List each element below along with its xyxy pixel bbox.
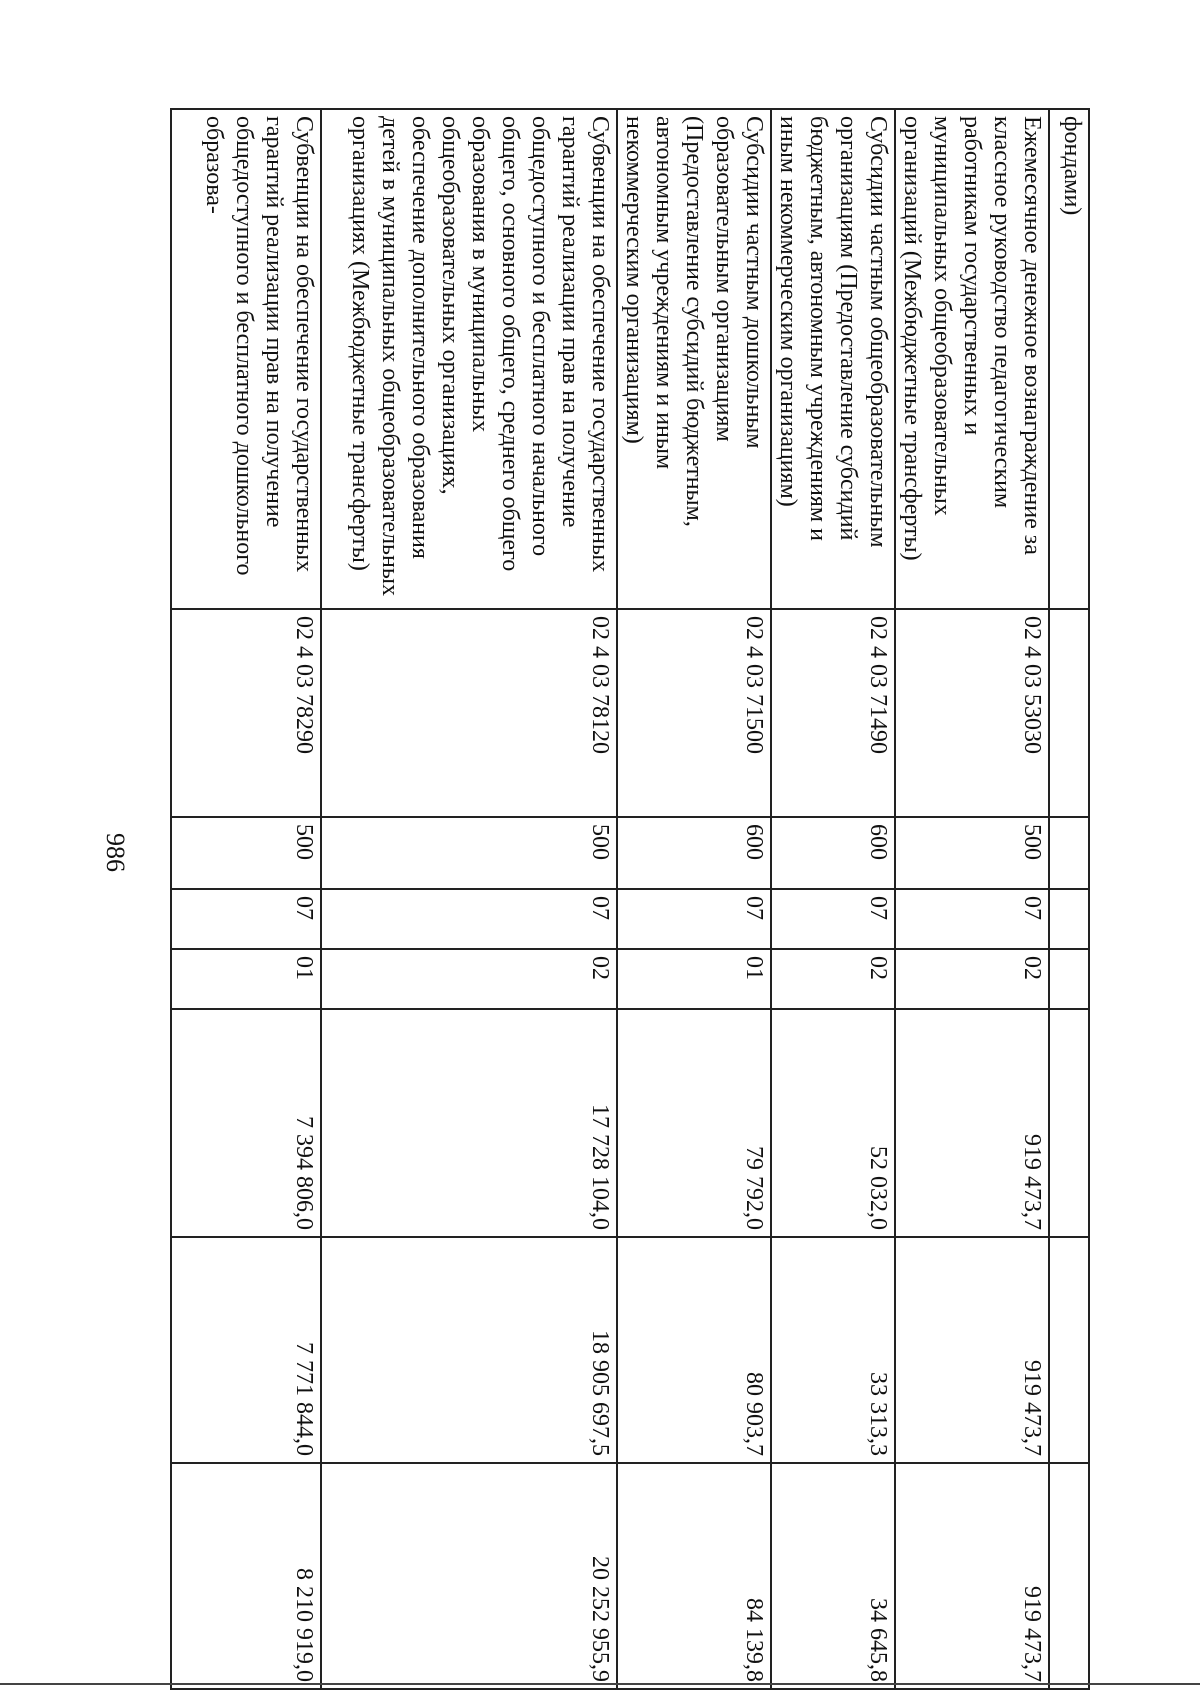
- sum1-cell: 79 792,0: [617, 1009, 771, 1237]
- sum2-cell: 33 313,3: [771, 1237, 895, 1463]
- pr-cell: 02: [771, 949, 895, 1009]
- rz-cell: 07: [171, 889, 321, 949]
- vr-cell: 600: [771, 817, 895, 889]
- rz-cell: [1049, 889, 1089, 949]
- sum1-cell: 52 032,0: [771, 1009, 895, 1237]
- sum3-cell: 20 252 955,9: [321, 1463, 617, 1689]
- vr-cell: 500: [321, 817, 617, 889]
- pr-cell: 02: [895, 949, 1049, 1009]
- description-cell: Субсидии частным общеобразовательным организациям (Предоставление субсидий бюджетным, автономным учреждениям и иным некоммерческим организациям): [771, 109, 895, 609]
- pr-cell: 01: [171, 949, 321, 1009]
- sum2-cell: 18 905 697,5: [321, 1237, 617, 1463]
- sum2-cell: [1049, 1237, 1089, 1463]
- sum2-cell: 80 903,7: [617, 1237, 771, 1463]
- rz-cell: 07: [321, 889, 617, 949]
- sum2-cell: 7 771 844,0: [171, 1237, 321, 1463]
- code-cell: [1049, 609, 1089, 817]
- table-row-continuation: [1049, 109, 1089, 1689]
- sum3-cell: [1049, 1463, 1089, 1689]
- sum3-cell: 34 645,8: [771, 1463, 895, 1689]
- description-cell: Субвенции на обеспечение государственных гарантий реализации прав на получение общедоступного и бесплатного дошкольного образова-: [171, 109, 321, 609]
- table-row: [617, 109, 771, 1689]
- description-cell: фондами): [1049, 109, 1089, 609]
- sum1-cell: 919 473,7: [895, 1009, 1049, 1237]
- code-cell: 02 4 03 78290: [171, 609, 321, 817]
- sum1-cell: 17 728 104,0: [321, 1009, 617, 1237]
- rz-cell: 07: [617, 889, 771, 949]
- sum3-cell: 8 210 919,0: [171, 1463, 321, 1689]
- description-cell: Субвенции на обеспечение государственных гарантий реализации прав на получение общедоступного и бесплатного начального общего, основного общего, среднего общего образования в муниципальных общеобразовательных организациях, обеспечение дополнительного образования детей в муниципальных общеобразовательных организациях (Межбюджетные трансферты): [321, 109, 617, 609]
- code-cell: 02 4 03 71490: [771, 609, 895, 817]
- budget-table: [170, 108, 1090, 1690]
- sum1-cell: 7 394 806,0: [171, 1009, 321, 1237]
- code-cell: 02 4 03 53030: [895, 609, 1049, 817]
- vr-cell: [1049, 817, 1089, 889]
- sum3-cell: 919 473,7: [895, 1463, 1049, 1689]
- vr-cell: 500: [171, 817, 321, 889]
- vr-cell: 500: [895, 817, 1049, 889]
- pr-cell: 02: [321, 949, 617, 1009]
- page-number: 986: [101, 833, 130, 872]
- scan-bottom-rule: [0, 1683, 1200, 1685]
- rz-cell: 07: [895, 889, 1049, 949]
- pr-cell: [1049, 949, 1089, 1009]
- table-row: [171, 109, 321, 1689]
- table-row: [771, 109, 895, 1689]
- table-row: [895, 109, 1049, 1689]
- sum3-cell: 84 139,8: [617, 1463, 771, 1689]
- description-cell: Ежемесячное денежное вознаграждение за классное руководство педагогическим работникам государственных и муниципальных общеобразовательных организаций (Межбюджетные трансферты): [895, 109, 1049, 609]
- rz-cell: 07: [771, 889, 895, 949]
- code-cell: 02 4 03 71500: [617, 609, 771, 817]
- description-cell: Субсидии частным дошкольным образовательным организациям (Предоставление субсидий бюджетным, автономным учреждениям и иным некоммерческим организациям): [617, 109, 771, 609]
- code-cell: 02 4 03 78120: [321, 609, 617, 817]
- pr-cell: 01: [617, 949, 771, 1009]
- table-row: [321, 109, 617, 1689]
- sum2-cell: 919 473,7: [895, 1237, 1049, 1463]
- budget-table-container: [201, 108, 1090, 1688]
- sum1-cell: [1049, 1009, 1089, 1237]
- vr-cell: 600: [617, 817, 771, 889]
